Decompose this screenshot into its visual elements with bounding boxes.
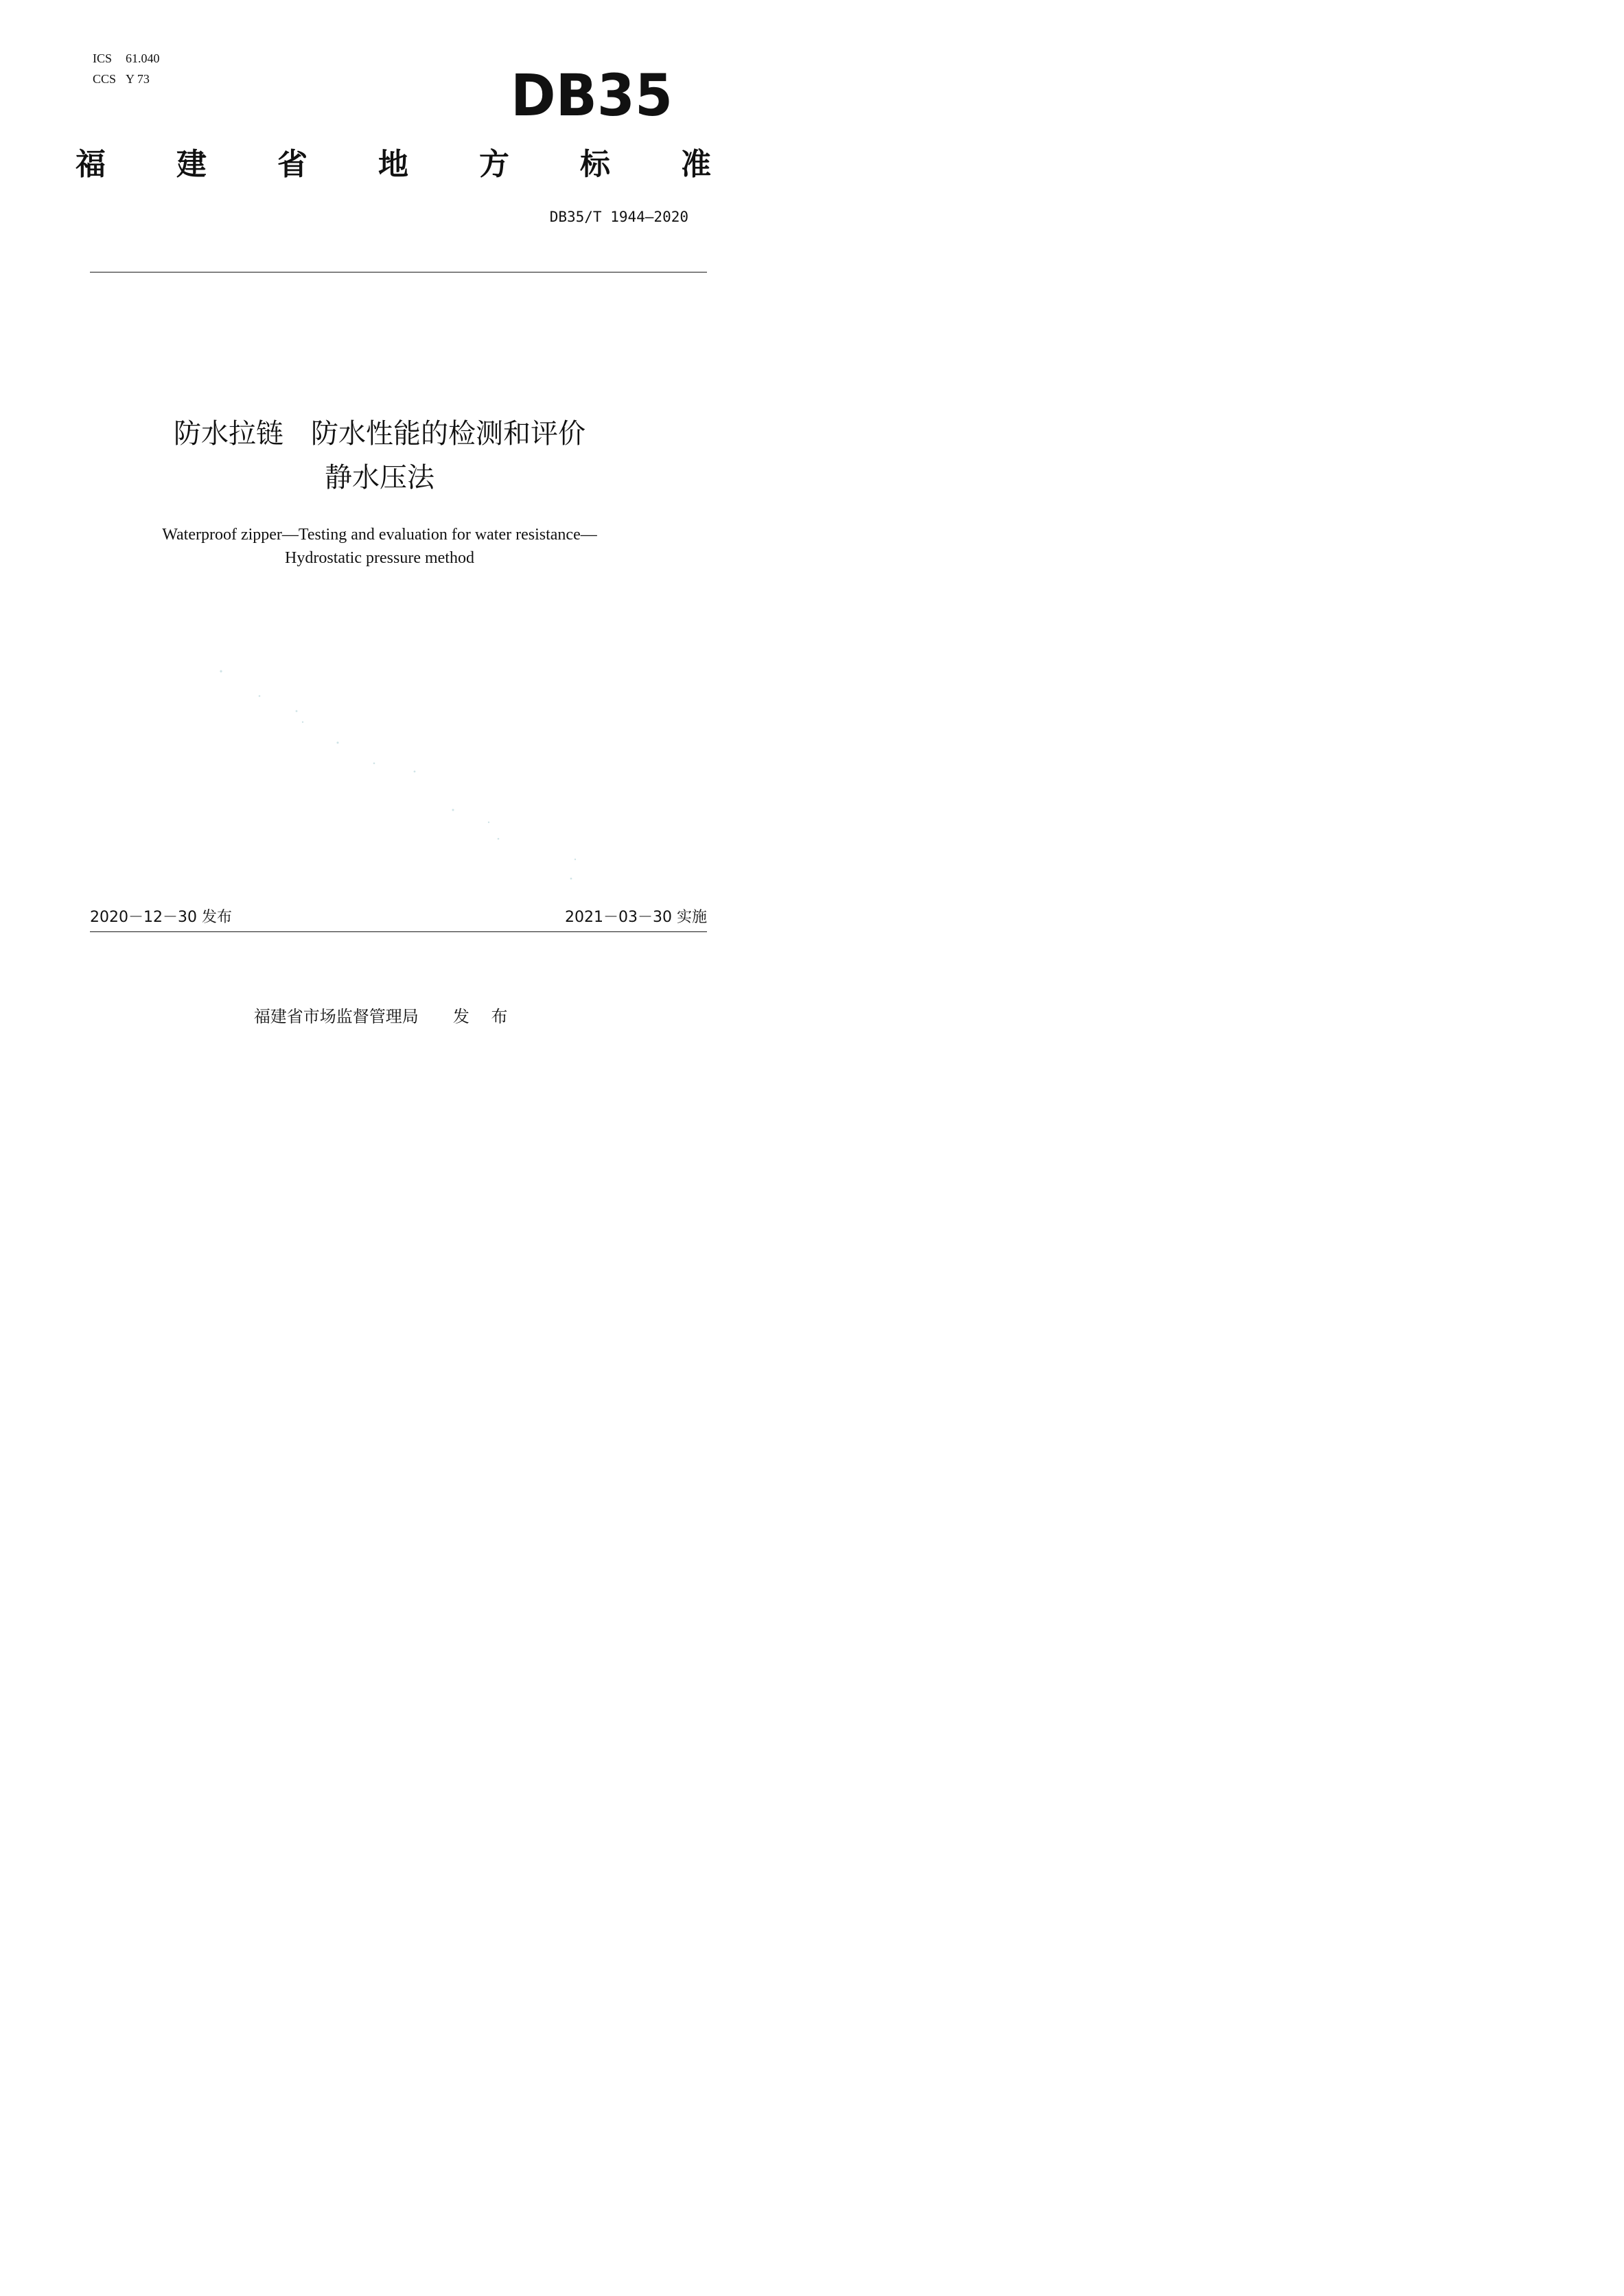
implementation-date: 2021－03－30 实施	[565, 909, 707, 926]
standard-type-char: 福	[76, 147, 106, 182]
standard-type-heading	[76, 144, 711, 185]
standard-type-char: 方	[479, 147, 509, 182]
ccs-code: Y 73	[126, 72, 150, 86]
title-cn-line1: 防水拉链 防水性能的检测和评价	[174, 418, 585, 450]
publish-action: 发 布	[452, 1007, 516, 1026]
title-en-line2: Hydrostatic pressure method	[285, 549, 474, 567]
speckle	[488, 822, 489, 823]
title-cn-line2: 静水压法	[325, 462, 434, 494]
speckle	[296, 710, 298, 712]
speckle	[220, 670, 222, 672]
standard-type-char: 标	[580, 147, 610, 182]
speckle	[452, 809, 454, 811]
ccs-label: CCS	[93, 72, 117, 86]
standard-type-char: 地	[378, 147, 408, 182]
speckle	[570, 878, 572, 880]
speckle	[414, 771, 416, 773]
speckle	[302, 721, 303, 723]
publisher-organization: 福建省市场监督管理局	[253, 1007, 419, 1026]
ics-code: 61.040	[126, 51, 160, 65]
ccs-classification	[86, 56, 150, 86]
logo-text: DB35	[511, 69, 673, 124]
ics-label: ICS	[93, 51, 113, 65]
title-en-line1: Waterproof zipper—Testing and evaluation for water resistance—	[162, 526, 597, 544]
speckle	[498, 838, 500, 840]
issue-date: 2020－12－30 发布	[90, 909, 232, 926]
standard-type-char: 建	[176, 147, 207, 182]
publisher-line	[0, 982, 759, 1028]
standard-type-char: 省	[277, 147, 308, 182]
standard-type-char: 准	[681, 147, 711, 182]
speckle	[575, 859, 576, 860]
db35-logo	[509, 69, 674, 124]
speckle	[259, 695, 261, 697]
speckle	[373, 763, 375, 765]
speckle	[337, 742, 339, 744]
standard-number: DB35/T 1944—2020	[549, 209, 688, 225]
bottom-divider	[90, 931, 707, 932]
